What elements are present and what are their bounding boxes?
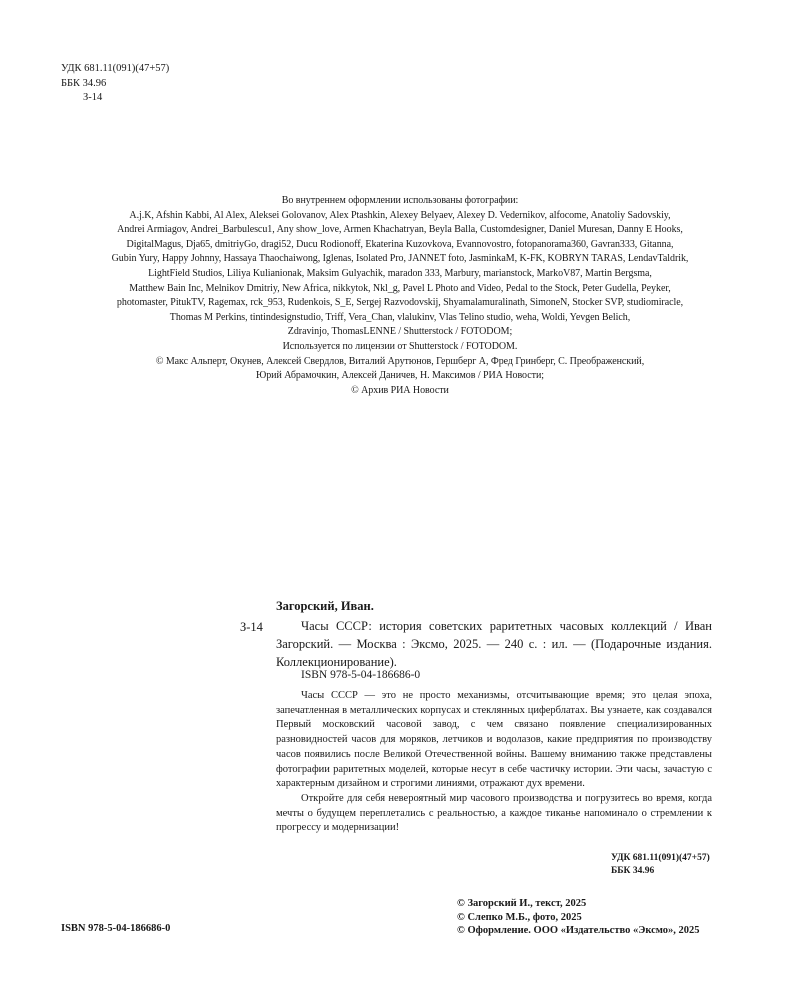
credits-line: Gubin Yury, Happy Johnny, Hassaya Thaochaiwong, Iglenas, Isolated Pro, JANNET foto, JasminkaM, K-FK, KOBRYN TARAS, LendavTaldrik, xyxy=(111,253,689,265)
bbk-code: ББК 34.96 xyxy=(61,77,107,89)
annotation xyxy=(276,689,712,836)
copyright-line: © Слепко М.Б., фото, 2025 xyxy=(457,911,582,923)
photo-credits xyxy=(55,194,745,398)
credits-line: © Архив РИА Новости xyxy=(351,384,449,396)
udk-block-bottom xyxy=(611,852,710,877)
credits-line: Matthew Bain Inc, Melnikov Dmitriy, New Africa, nikkytok, Nkl_g, Pavel L Photo and Video, Pedal to the Stock, Peter Gudella, Peyker, xyxy=(129,282,671,294)
annotation-paragraph: Часы СССР — это не просто механизмы, отсчитывающие время; это целая эпоха, запечатленная в металлических корпусах и стеклянных циферблатах. Вы узнаете, как создавался Первый московский часовой завод, с чем связано появление специализированных разновидностей часов для моряков, летчиков и водолазов, какие предприятия по производству часов появились после Великой Отечественной войны. Вашему вниманию также представлены фотографии раритетных моделей, которые несут в себе частичку истории. Эти часы, зачастую с характерным дизайном и строгими линиями, отражают дух времени. xyxy=(276,690,712,790)
credits-line: Используется по лицензии от Shutterstock / FOTODOM. xyxy=(282,340,518,352)
credits-line: photomaster, PitukTV, Ragemax, rck_953, Rudenkois, S_E, Sergej Razvodovskij, Shyamalamuralinath, SimoneN, Stocker SVP, studiomiracle, xyxy=(116,297,684,309)
credits-line: © Макс Альперт, Окунев, Алексей Свердлов, Виталий Арутюнов, Гершберг А, Фред Гринберг, С. Преображенский, xyxy=(155,355,645,367)
bbk-code: ББК 34.96 xyxy=(611,865,655,876)
credits-line: A.j.K, Afshin Kabbi, Al Alex, Aleksei Golovanov, Alex Ptashkin, Alexey Belyaev, Alexey D. Vedernikov, alfocome, Anatoliy Sadovskiy, xyxy=(129,209,671,221)
isbn-footer: ISBN 978-5-04-186686-0 xyxy=(61,923,171,934)
credits-line: LightField Studios, Liliya Kulianionak, Maksim Gulyachik, maradon 333, Marbury, marianstock, MarkoV87, Martin Bergsma, xyxy=(148,267,652,279)
credits-line: DigitalMagus, Dja65, dmitriyGo, dragi52, Ducu Rodionoff, Ekaterina Kuzovkova, Evannovostro, fotopanorama360, Gavran333, Gitanna, xyxy=(126,238,674,250)
card-isbn: ISBN 978-5-04-186686-0 xyxy=(301,669,421,681)
udk-block-top xyxy=(61,62,169,106)
card-description: Часы СССР: история советских раритетных часовых коллекций / Иван Загорский. — Москва : Эксмо, 2025. — 240 с. : ил. — (Подарочные издания. Коллекционирование). xyxy=(276,619,712,669)
credits-line: Zdravinjo, ThomasLENNE / Shutterstock / FOTODOM; xyxy=(287,326,513,338)
annotation-paragraph: Откройте для себя невероятный мир часового производства и погрузитесь во время, когда мечты о будущем переплетались с реальностью, а каждое тиканье напоминало о стремлении к прогрессу и модернизации! xyxy=(276,792,712,834)
catalog-card xyxy=(276,617,712,671)
author-mark: З-14 xyxy=(83,92,103,103)
card-author: Загорский, Иван. xyxy=(276,599,374,613)
copyright-line: © Загорский И., текст, 2025 xyxy=(457,898,587,909)
credits-line: Andrei Armiagov, Andrei_Barbulescu1, Any show_love, Armen Khachatryan, Beyla Balla, Customdesigner, Daniel Muresan, Danny E Hooks, xyxy=(117,224,683,236)
credits-line: Во внутреннем оформлении использованы фотографии: xyxy=(281,195,519,206)
credits-line: Thomas M Perkins, tintindesignstudio, Triff, Vera_Chan, vlalukinv, Vlas Telino studio, weha, Woldi, Yevgen Belich, xyxy=(169,311,631,323)
copyright-line: © Оформление. ООО «Издательство «Эксмо», 2025 xyxy=(457,925,700,936)
udk-code: УДК 681.11(091)(47+57) xyxy=(611,853,710,863)
credits-line: Юрий Абрамочкин, Алексей Даничев, Н. Максимов / РИА Новости; xyxy=(256,370,544,382)
udk-code: УДК 681.11(091)(47+57) xyxy=(61,63,170,74)
copyright-block xyxy=(457,897,700,938)
card-author-mark: З-14 xyxy=(240,620,263,634)
